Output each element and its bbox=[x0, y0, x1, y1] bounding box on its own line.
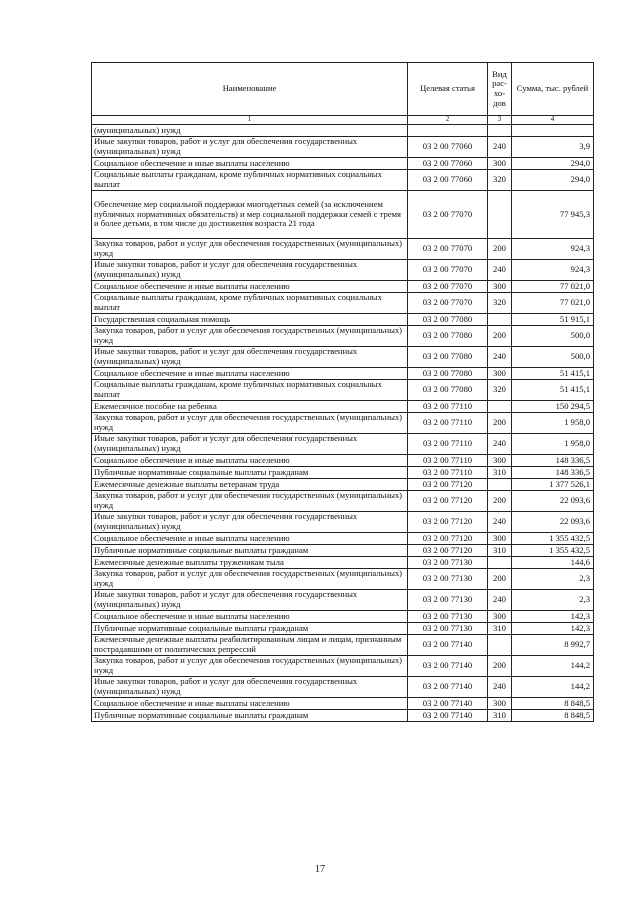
table-row bbox=[92, 347, 594, 368]
row-sum: 1 958,0 bbox=[512, 413, 594, 434]
row-sum: 77 021,0 bbox=[512, 293, 594, 314]
row-article: 03 2 00 77130 bbox=[408, 611, 488, 623]
table-row bbox=[92, 512, 594, 533]
row-sum: 144,2 bbox=[512, 656, 594, 677]
row-article: 03 2 00 77080 bbox=[408, 314, 488, 326]
row-sum: 51 415,1 bbox=[512, 380, 594, 401]
row-sum: 148 336,5 bbox=[512, 467, 594, 479]
row-vid: 300 bbox=[488, 698, 512, 710]
table-row bbox=[92, 191, 594, 239]
row-vid bbox=[488, 401, 512, 413]
row-article: 03 2 00 77130 bbox=[408, 623, 488, 635]
table-row bbox=[92, 557, 594, 569]
table-row bbox=[92, 239, 594, 260]
row-name: Закупка товаров, работ и услуг для обеспечения государственных (муниципальных) нужд bbox=[92, 569, 408, 590]
row-sum: 294,0 bbox=[512, 158, 594, 170]
table-row bbox=[92, 623, 594, 635]
row-vid: 200 bbox=[488, 239, 512, 260]
table-row bbox=[92, 491, 594, 512]
row-vid: 300 bbox=[488, 368, 512, 380]
row-vid bbox=[488, 125, 512, 137]
row-article: 03 2 00 77060 bbox=[408, 137, 488, 158]
row-article: 03 2 00 77060 bbox=[408, 158, 488, 170]
row-name: Закупка товаров, работ и услуг для обеспечения государственных (муниципальных) нужд bbox=[92, 239, 408, 260]
table-row bbox=[92, 434, 594, 455]
row-vid: 300 bbox=[488, 281, 512, 293]
row-sum: 22 093,6 bbox=[512, 512, 594, 533]
row-name: Социальные выплаты гражданам, кроме публичных нормативных социальных выплат bbox=[92, 170, 408, 191]
row-name: Иные закупки товаров, работ и услуг для обеспечения государственных (муниципальных) нужд bbox=[92, 434, 408, 455]
table-row bbox=[92, 401, 594, 413]
row-name: Социальные выплаты гражданам, кроме публичных нормативных социальных выплат bbox=[92, 380, 408, 401]
header-name: Наименование bbox=[92, 63, 408, 116]
row-sum: 294,0 bbox=[512, 170, 594, 191]
row-sum: 924,3 bbox=[512, 239, 594, 260]
column-number-row bbox=[92, 116, 594, 125]
row-vid: 320 bbox=[488, 380, 512, 401]
table-body bbox=[92, 125, 594, 722]
row-article: 03 2 00 77060 bbox=[408, 170, 488, 191]
row-sum: 150 294,5 bbox=[512, 401, 594, 413]
table-row bbox=[92, 656, 594, 677]
row-sum: 51 415,1 bbox=[512, 368, 594, 380]
row-name: Социальное обеспечение и иные выплаты населению bbox=[92, 611, 408, 623]
row-vid: 310 bbox=[488, 710, 512, 722]
row-sum: 142,3 bbox=[512, 611, 594, 623]
table-row bbox=[92, 467, 594, 479]
row-sum: 2,3 bbox=[512, 590, 594, 611]
row-article: 03 2 00 77080 bbox=[408, 326, 488, 347]
row-sum: 22 093,6 bbox=[512, 491, 594, 512]
row-name: Социальное обеспечение и иные выплаты населению bbox=[92, 455, 408, 467]
column-number: 3 bbox=[488, 116, 512, 125]
table-row bbox=[92, 326, 594, 347]
column-number: 2 bbox=[408, 116, 488, 125]
row-vid: 300 bbox=[488, 158, 512, 170]
row-name: Закупка товаров, работ и услуг для обеспечения государственных (муниципальных) нужд bbox=[92, 656, 408, 677]
row-name: Иные закупки товаров, работ и услуг для обеспечения государственных (муниципальных) нужд bbox=[92, 677, 408, 698]
page-number: 17 bbox=[315, 864, 325, 875]
table-row bbox=[92, 158, 594, 170]
row-article: 03 2 00 77140 bbox=[408, 635, 488, 656]
row-sum: 2,3 bbox=[512, 569, 594, 590]
row-name: Ежемесячные денежные выплаты труженикам тыла bbox=[92, 557, 408, 569]
row-sum: 1 355 432,5 bbox=[512, 545, 594, 557]
row-vid: 200 bbox=[488, 326, 512, 347]
row-vid: 240 bbox=[488, 347, 512, 368]
row-sum: 1 958,0 bbox=[512, 434, 594, 455]
header-vid: Вид рас- хо- дов bbox=[488, 63, 512, 116]
table-row bbox=[92, 314, 594, 326]
row-vid: 300 bbox=[488, 455, 512, 467]
table-row bbox=[92, 170, 594, 191]
row-sum: 924,3 bbox=[512, 260, 594, 281]
row-article: 03 2 00 77070 bbox=[408, 293, 488, 314]
table-row bbox=[92, 590, 594, 611]
header-sum: Сумма, тыс. рублей bbox=[512, 63, 594, 116]
row-name: Социальные выплаты гражданам, кроме публичных нормативных социальных выплат bbox=[92, 293, 408, 314]
row-vid: 310 bbox=[488, 623, 512, 635]
row-name: Публичные нормативные социальные выплаты гражданам bbox=[92, 545, 408, 557]
row-article: 03 2 00 77110 bbox=[408, 455, 488, 467]
row-sum: 77 945,3 bbox=[512, 191, 594, 239]
row-name: Иные закупки товаров, работ и услуг для обеспечения государственных (муниципальных) нужд bbox=[92, 590, 408, 611]
row-name: Ежемесячные денежные выплаты реабилитированным лицам и лицам, признанным пострадавшими от политических репрессий bbox=[92, 635, 408, 656]
row-sum: 51 915,1 bbox=[512, 314, 594, 326]
row-article: 03 2 00 77130 bbox=[408, 590, 488, 611]
row-name: Иные закупки товаров, работ и услуг для обеспечения государственных (муниципальных) нужд bbox=[92, 260, 408, 281]
table-row bbox=[92, 533, 594, 545]
table-row bbox=[92, 413, 594, 434]
table-row bbox=[92, 455, 594, 467]
row-vid: 300 bbox=[488, 611, 512, 623]
row-article: 03 2 00 77130 bbox=[408, 557, 488, 569]
table-row bbox=[92, 125, 594, 137]
row-name: Закупка товаров, работ и услуг для обеспечения государственных (муниципальных) нужд bbox=[92, 491, 408, 512]
row-article: 03 2 00 77070 bbox=[408, 191, 488, 239]
row-sum: 8 848,5 bbox=[512, 698, 594, 710]
row-vid bbox=[488, 191, 512, 239]
row-article: 03 2 00 77140 bbox=[408, 677, 488, 698]
table-row bbox=[92, 293, 594, 314]
row-sum: 148 336,5 bbox=[512, 455, 594, 467]
row-vid: 300 bbox=[488, 533, 512, 545]
row-vid bbox=[488, 635, 512, 656]
row-article: 03 2 00 77110 bbox=[408, 413, 488, 434]
row-article: 03 2 00 77140 bbox=[408, 698, 488, 710]
row-article: 03 2 00 77080 bbox=[408, 380, 488, 401]
column-number: 1 bbox=[92, 116, 408, 125]
row-name: Закупка товаров, работ и услуг для обеспечения государственных (муниципальных) нужд bbox=[92, 413, 408, 434]
row-article: 03 2 00 77110 bbox=[408, 467, 488, 479]
row-name: Ежемесячное пособие на ребенка bbox=[92, 401, 408, 413]
header-article: Целевая статья bbox=[408, 63, 488, 116]
table-row bbox=[92, 368, 594, 380]
row-article: 03 2 00 77120 bbox=[408, 533, 488, 545]
row-vid: 200 bbox=[488, 656, 512, 677]
row-article: 03 2 00 77120 bbox=[408, 491, 488, 512]
row-article: 03 2 00 77130 bbox=[408, 569, 488, 590]
row-vid bbox=[488, 557, 512, 569]
table-row bbox=[92, 380, 594, 401]
row-name: Иные закупки товаров, работ и услуг для обеспечения государственных (муниципальных) нужд bbox=[92, 512, 408, 533]
row-name: Закупка товаров, работ и услуг для обеспечения государственных (муниципальных) нужд bbox=[92, 326, 408, 347]
row-sum: 142,3 bbox=[512, 623, 594, 635]
row-vid: 240 bbox=[488, 677, 512, 698]
row-article: 03 2 00 77110 bbox=[408, 434, 488, 455]
row-vid: 200 bbox=[488, 491, 512, 512]
row-article: 03 2 00 77110 bbox=[408, 401, 488, 413]
row-article: 03 2 00 77070 bbox=[408, 260, 488, 281]
row-name: Социальное обеспечение и иные выплаты населению bbox=[92, 158, 408, 170]
row-vid: 240 bbox=[488, 260, 512, 281]
row-article: 03 2 00 77120 bbox=[408, 545, 488, 557]
row-name: Обеспечение мер социальной поддержки многодетных семей (за исключением публичных нормативных обязательств) и мер социальной поддержки семей с тремя и более детьми, в том числе до достижения возраста 21 года bbox=[92, 191, 408, 239]
row-sum: 500,0 bbox=[512, 347, 594, 368]
row-article: 03 2 00 77120 bbox=[408, 512, 488, 533]
row-sum: 8 992,7 bbox=[512, 635, 594, 656]
row-sum: 144,2 bbox=[512, 677, 594, 698]
row-vid: 240 bbox=[488, 137, 512, 158]
table-row bbox=[92, 281, 594, 293]
row-sum: 77 021,0 bbox=[512, 281, 594, 293]
table-row bbox=[92, 569, 594, 590]
row-sum: 8 848,5 bbox=[512, 710, 594, 722]
row-name: Иные закупки товаров, работ и услуг для обеспечения государственных (муниципальных) нужд bbox=[92, 137, 408, 158]
table-row bbox=[92, 479, 594, 491]
row-name: Публичные нормативные социальные выплаты гражданам bbox=[92, 467, 408, 479]
table-row bbox=[92, 611, 594, 623]
row-vid: 320 bbox=[488, 170, 512, 191]
header-row bbox=[92, 63, 594, 116]
row-name: (муниципальных) нужд bbox=[92, 125, 408, 137]
budget-table bbox=[91, 62, 594, 722]
column-number: 4 bbox=[512, 116, 594, 125]
row-name: Социальное обеспечение и иные выплаты населению bbox=[92, 368, 408, 380]
row-vid: 240 bbox=[488, 434, 512, 455]
row-sum: 1 355 432,5 bbox=[512, 533, 594, 545]
row-article: 03 2 00 77140 bbox=[408, 710, 488, 722]
row-vid: 200 bbox=[488, 569, 512, 590]
row-name: Социальное обеспечение и иные выплаты населению bbox=[92, 698, 408, 710]
row-name: Социальное обеспечение и иные выплаты населению bbox=[92, 281, 408, 293]
table-row bbox=[92, 545, 594, 557]
row-vid: 310 bbox=[488, 467, 512, 479]
table-row bbox=[92, 137, 594, 158]
row-sum: 500,0 bbox=[512, 326, 594, 347]
row-name: Публичные нормативные социальные выплаты гражданам bbox=[92, 710, 408, 722]
row-vid bbox=[488, 479, 512, 491]
row-name: Публичные нормативные социальные выплаты гражданам bbox=[92, 623, 408, 635]
row-vid: 320 bbox=[488, 293, 512, 314]
row-name: Государственная социальная помощь bbox=[92, 314, 408, 326]
row-vid: 200 bbox=[488, 413, 512, 434]
table-row bbox=[92, 710, 594, 722]
row-sum: 144,6 bbox=[512, 557, 594, 569]
table-row bbox=[92, 635, 594, 656]
table-row bbox=[92, 260, 594, 281]
row-sum: 3,9 bbox=[512, 137, 594, 158]
row-vid: 310 bbox=[488, 545, 512, 557]
table-row bbox=[92, 677, 594, 698]
row-article bbox=[408, 125, 488, 137]
row-vid bbox=[488, 314, 512, 326]
row-article: 03 2 00 77070 bbox=[408, 281, 488, 293]
row-name: Иные закупки товаров, работ и услуг для обеспечения государственных (муниципальных) нужд bbox=[92, 347, 408, 368]
table-row bbox=[92, 698, 594, 710]
row-article: 03 2 00 77120 bbox=[408, 479, 488, 491]
row-vid: 240 bbox=[488, 590, 512, 611]
row-name: Социальное обеспечение и иные выплаты населению bbox=[92, 533, 408, 545]
row-article: 03 2 00 77070 bbox=[408, 239, 488, 260]
row-vid: 240 bbox=[488, 512, 512, 533]
row-name: Ежемесячные денежные выплаты ветеранам труда bbox=[92, 479, 408, 491]
row-sum: 1 377 526,1 bbox=[512, 479, 594, 491]
row-article: 03 2 00 77140 bbox=[408, 656, 488, 677]
row-article: 03 2 00 77080 bbox=[408, 368, 488, 380]
row-sum bbox=[512, 125, 594, 137]
row-article: 03 2 00 77080 bbox=[408, 347, 488, 368]
